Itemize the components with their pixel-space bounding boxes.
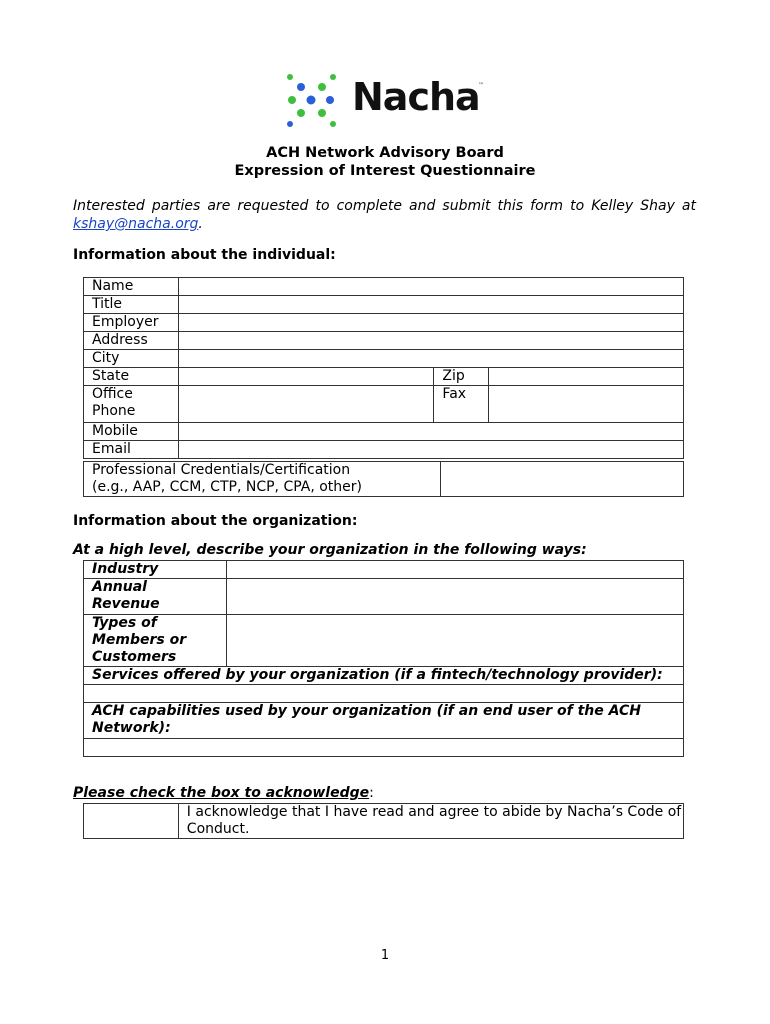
acknowledge-colon: : — [369, 785, 374, 801]
state-field[interactable] — [178, 368, 433, 386]
city-field[interactable] — [178, 350, 683, 368]
mobile-field[interactable] — [178, 423, 683, 441]
acknowledge-checkbox[interactable] — [84, 804, 179, 839]
intro-paragraph — [73, 197, 696, 233]
employer-label: Employer — [84, 314, 179, 332]
organization-heading: Information about the organization: — [73, 513, 358, 529]
acknowledge-text-line1: I acknowledge that I have read and agree to abide by Nacha’s Code of — [186, 804, 682, 820]
industry-field[interactable] — [226, 561, 683, 579]
annual-revenue-label — [84, 579, 227, 615]
title-label: Title — [84, 296, 179, 314]
nacha-logo — [284, 72, 484, 130]
document-title-line2: Expression of Interest Questionnaire — [234, 163, 536, 179]
page-number: 1 — [380, 948, 390, 963]
office-label: Office — [92, 386, 133, 402]
logo-wordmark: Nacha — [352, 75, 480, 119]
employer-field[interactable] — [178, 314, 683, 332]
mobile-label: Mobile — [84, 423, 179, 441]
email-field[interactable] — [178, 441, 683, 459]
intro-text: Interested parties are requested to complete and submit this form to Kelley Shay at — [73, 198, 696, 214]
ach-capabilities-field[interactable] — [84, 739, 684, 757]
title-field[interactable] — [178, 296, 683, 314]
email-link[interactable]: kshay@nacha.org — [73, 216, 199, 232]
member-types-label — [84, 615, 227, 667]
document-title-line1: ACH Network Advisory Board — [266, 145, 504, 161]
types-label-line3: Customers — [92, 649, 177, 665]
state-label: State — [84, 368, 179, 386]
name-field[interactable] — [178, 278, 683, 296]
acknowledge-label: Please check the box to acknowledge — [73, 785, 370, 801]
acknowledge-statement — [178, 804, 683, 839]
types-label-line1: Types of — [92, 615, 157, 631]
revenue-label-line2: Revenue — [92, 596, 160, 612]
credentials-table — [83, 461, 684, 497]
types-label-line2: Members or — [92, 632, 187, 648]
email-label: Email — [84, 441, 179, 459]
acknowledge-heading — [73, 785, 374, 801]
revenue-label-line1: Annual — [92, 579, 147, 595]
services-field[interactable] — [84, 685, 684, 703]
credentials-field[interactable] — [440, 462, 683, 497]
office-phone-field[interactable] — [178, 386, 433, 423]
ach-label-line1: ACH capabilities used by your organization (if an end user of the ACH — [92, 703, 641, 719]
organization-table — [83, 560, 684, 757]
ach-capabilities-label — [84, 703, 684, 739]
office-phone-label — [84, 386, 179, 423]
organization-subheading: At a high level, describe your organization in the following ways: — [73, 542, 587, 558]
trademark-symbol: ™ — [478, 82, 484, 89]
annual-revenue-field[interactable] — [226, 579, 683, 615]
phone-label: Phone — [92, 403, 136, 419]
city-label: City — [84, 350, 179, 368]
address-field[interactable] — [178, 332, 683, 350]
fax-label: Fax — [434, 386, 489, 423]
credentials-label-line1: Professional Credentials/Certification — [92, 462, 351, 478]
acknowledge-table — [83, 803, 684, 839]
industry-label: Industry — [84, 561, 227, 579]
zip-label: Zip — [434, 368, 489, 386]
member-types-field[interactable] — [226, 615, 683, 667]
acknowledge-text-line2: Conduct. — [186, 821, 250, 837]
address-label: Address — [84, 332, 179, 350]
credentials-label-line2: (e.g., AAP, CCM, CTP, NCP, CPA, other) — [92, 479, 362, 495]
name-label: Name — [84, 278, 179, 296]
ach-label-line2: Network): — [92, 720, 171, 736]
fax-field[interactable] — [489, 386, 684, 423]
nacha-dots-icon — [284, 72, 346, 130]
intro-period: . — [198, 216, 203, 232]
services-label: Services offered by your organization (if a fintech/technology provider): — [84, 667, 684, 685]
individual-heading: Information about the individual: — [73, 247, 336, 263]
credentials-label — [84, 462, 441, 497]
zip-field[interactable] — [489, 368, 684, 386]
individual-info-table — [83, 277, 684, 459]
